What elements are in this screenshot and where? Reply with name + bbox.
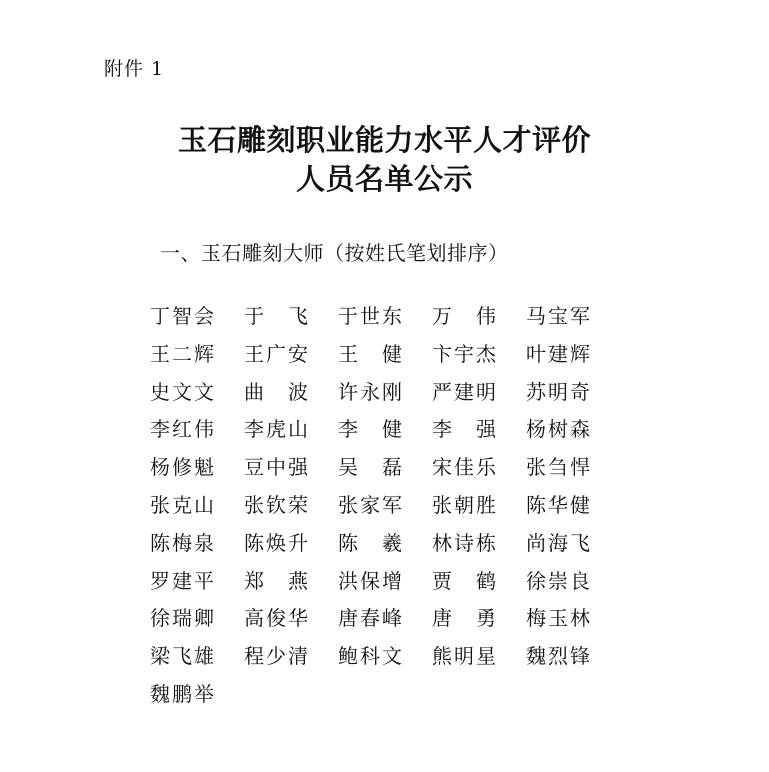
name-entry: 罗 建 平 bbox=[150, 568, 214, 593]
name-entry: 许 永 刚 bbox=[338, 379, 402, 404]
name-entry: 张 钦 荣 bbox=[244, 492, 308, 517]
name-entry: 高 俊 华 bbox=[244, 606, 308, 631]
name-entry: 李 强 bbox=[432, 417, 496, 442]
name-entry: 李 虎 山 bbox=[244, 417, 308, 442]
attachment-label: 附件 1 bbox=[104, 58, 165, 80]
name-entry: 尚 海 飞 bbox=[526, 530, 590, 555]
name-entry: 叶 建 辉 bbox=[526, 341, 590, 366]
name-entry: 魏 鹏 举 bbox=[150, 681, 214, 706]
name-entry: 曲 波 bbox=[244, 379, 308, 404]
name-entry: 史 文 文 bbox=[150, 379, 214, 404]
name-entry: 王 健 bbox=[338, 341, 402, 366]
name-entry: 贾 鹤 bbox=[432, 568, 496, 593]
document-title-line-1: 玉石雕刻职业能力水平人才评价 bbox=[177, 123, 591, 157]
name-entry: 陈 羲 bbox=[338, 530, 402, 555]
name-entry: 郑 燕 bbox=[244, 568, 308, 593]
name-entry: 张 克 山 bbox=[150, 492, 214, 517]
name-entry: 杨 树 森 bbox=[526, 417, 590, 442]
name-entry: 梁 飞 雄 bbox=[150, 644, 214, 669]
name-entry: 严 建 明 bbox=[432, 379, 496, 404]
section-heading: 一、玉石雕刻大师（按姓氏笔划排序） bbox=[160, 241, 509, 265]
name-entry: 唐 春 峰 bbox=[338, 606, 402, 631]
name-entry: 鲍 科 文 bbox=[338, 644, 402, 669]
document-title-line-2: 人员名单公示 bbox=[295, 162, 473, 196]
name-entry: 豆 中 强 bbox=[244, 455, 308, 480]
name-entry: 李 健 bbox=[338, 417, 402, 442]
name-entry: 熊 明 星 bbox=[432, 644, 496, 669]
name-entry: 丁 智 会 bbox=[150, 304, 214, 328]
name-entry: 徐 瑞 卿 bbox=[150, 606, 214, 631]
name-entry: 宋 佳 乐 bbox=[432, 455, 496, 480]
name-entry: 杨 修 魁 bbox=[150, 455, 214, 480]
name-entry: 陈 梅 泉 bbox=[150, 530, 214, 555]
name-entry: 陈 焕 升 bbox=[244, 530, 308, 555]
name-entry: 唐 勇 bbox=[432, 606, 496, 631]
name-entry: 李 红 伟 bbox=[150, 417, 214, 442]
name-entry: 梅 玉 林 bbox=[526, 606, 590, 631]
name-entry: 王 广 安 bbox=[244, 341, 308, 366]
name-entry: 洪 保 增 bbox=[338, 568, 402, 593]
name-entry: 苏 明 奇 bbox=[526, 379, 590, 404]
name-entry: 魏 烈 锋 bbox=[526, 644, 590, 669]
name-entry: 吴 磊 bbox=[338, 455, 402, 480]
name-entry: 马 宝 军 bbox=[526, 304, 590, 328]
name-entry: 张 家 军 bbox=[338, 492, 402, 517]
name-entry: 于 世 东 bbox=[338, 304, 402, 328]
name-entry: 王 二 辉 bbox=[150, 341, 214, 366]
names-list bbox=[150, 298, 620, 714]
name-entry: 程 少 清 bbox=[244, 644, 308, 669]
name-entry: 徐 崇 良 bbox=[526, 568, 590, 593]
name-entry: 卞 宇 杰 bbox=[432, 341, 496, 366]
name-entry: 林 诗 栋 bbox=[432, 530, 496, 555]
name-entry: 张 刍 悍 bbox=[526, 455, 590, 480]
name-entry: 万 伟 bbox=[432, 304, 496, 328]
name-entry: 于 飞 bbox=[244, 304, 308, 328]
name-entry: 张 朝 胜 bbox=[432, 492, 496, 517]
name-entry: 陈 华 健 bbox=[526, 492, 590, 517]
